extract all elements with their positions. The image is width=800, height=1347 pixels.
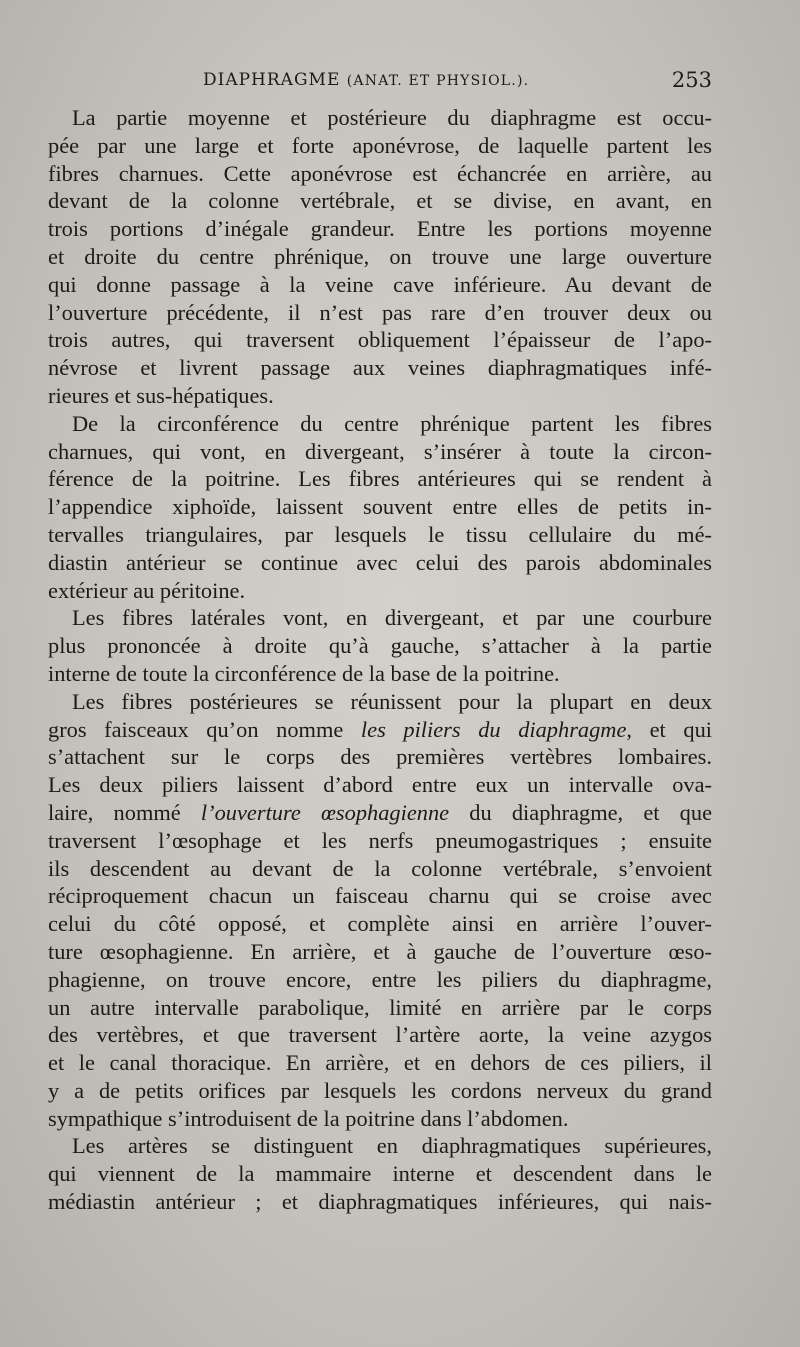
- text-line: fibres charnues. Cette aponévrose est échancrée en arrière, au: [48, 160, 712, 186]
- text-line: pée par une large et forte aponévrose, de laquelle partent les: [48, 132, 712, 158]
- paragraph: [48, 604, 712, 687]
- text-line: trois autres, qui traversent obliquement l’épaisseur de l’apo-: [48, 327, 712, 353]
- text-line: Les deux piliers laissent d’abord entre eux un intervalle ova-: [48, 772, 712, 798]
- text-line: devant de la colonne vertébrale, et se divise, en avant, en: [48, 188, 712, 214]
- text-line: La partie moyenne et postérieure du diaphragme est occu-: [72, 105, 712, 130]
- paragraph: [48, 688, 712, 1133]
- text-line: médiastin antérieur ; et diaphragmatiques inférieures, qui nais-: [48, 1189, 712, 1215]
- text-line: laire, nommé l’ouverture œsophagienne du diaphragme, et que: [48, 799, 712, 825]
- text-line: interne de toute la circonférence de la base de la poitrine.: [48, 660, 560, 686]
- text-line: De la circonférence du centre phrénique partent les fibres: [72, 410, 712, 436]
- running-title-main: DIAPHRAGME: [203, 70, 341, 90]
- page-header: [48, 70, 712, 100]
- text-line: diastin antérieur se continue avec celui des parois abdominales: [48, 549, 712, 575]
- text-line: plus prononcée à droite qu’à gauche, s’attacher à la partie: [48, 633, 712, 659]
- text-line: y a de petits orifices par lesquels les cordons nerveux du grand: [48, 1077, 712, 1103]
- text-line: névrose et livrent passage aux veines diaphragmatiques infé-: [48, 355, 712, 381]
- text-line: férence de la poitrine. Les fibres antérieures qui se rendent à: [48, 466, 712, 492]
- text-line: Les fibres postérieures se réunissent pour la plupart en deux: [72, 688, 712, 714]
- paragraph: [48, 104, 712, 410]
- text-line: réciproquement chacun un faisceau charnu qui se croise avec: [48, 883, 712, 909]
- text-line: Les fibres latérales vont, en divergeant, et par une courbure: [72, 605, 712, 631]
- text-line: tervalles triangulaires, par lesquels le tissu cellulaire du mé-: [48, 521, 712, 547]
- paragraph: [48, 410, 712, 605]
- running-title: [203, 70, 529, 90]
- text-line: extérieur au péritoine.: [48, 577, 246, 603]
- text-line: l’ouverture précédente, il n’est pas rare d’en trouver deux ou: [48, 299, 712, 325]
- text-line: un autre intervalle parabolique, limité en arrière par le corps: [48, 994, 712, 1020]
- running-title-sub: (ANAT. ET PHYSIOL.).: [346, 73, 530, 89]
- text-line: celui du côté opposé, et complète ainsi en arrière l’ouver-: [48, 911, 712, 937]
- text-line: qui donne passage à la veine cave inférieure. Au devant de: [48, 271, 712, 297]
- text-line: des vertèbres, et que traversent l’artère aorte, la veine azygos: [48, 1022, 712, 1048]
- text-line: s’attachent sur le corps des premières vertèbres lombaires.: [48, 744, 712, 770]
- text-line: et droite du centre phrénique, on trouve une large ouverture: [48, 243, 712, 269]
- text-line: l’appendice xiphoïde, laissent souvent entre elles de petits in-: [48, 494, 712, 520]
- text-line: sympathique s’introduisent de la poitrine dans l’abdomen.: [48, 1105, 569, 1131]
- paragraph: [48, 1132, 712, 1215]
- text-line: phagienne, on trouve encore, entre les piliers du diaphragme,: [48, 966, 712, 992]
- text-line: ture œsophagienne. En arrière, et à gauche de l’ouverture œso-: [48, 938, 712, 964]
- text-line: Les artères se distinguent en diaphragmatiques supérieures,: [72, 1133, 712, 1159]
- text-line: et le canal thoracique. En arrière, et en dehors de ces piliers, il: [48, 1050, 712, 1076]
- text-line: trois portions d’inégale grandeur. Entre les portions moyenne: [48, 216, 712, 242]
- page-number: 253: [671, 68, 712, 92]
- text-line: gros faisceaux qu’on nomme les piliers du diaphragme, et qui: [48, 716, 712, 742]
- text-line: charnues, qui vont, en divergeant, s’insérer à toute la circon-: [48, 438, 712, 464]
- text-line: ils descendent au devant de la colonne vertébrale, s’envoient: [48, 855, 712, 881]
- body-text: [48, 104, 712, 1216]
- text-line: traversent l’œsophage et les nerfs pneumogastriques ; ensuite: [48, 827, 712, 853]
- text-line: rieures et sus-hépatiques.: [48, 382, 274, 408]
- text-line: qui viennent de la mammaire interne et descendent dans le: [48, 1161, 712, 1187]
